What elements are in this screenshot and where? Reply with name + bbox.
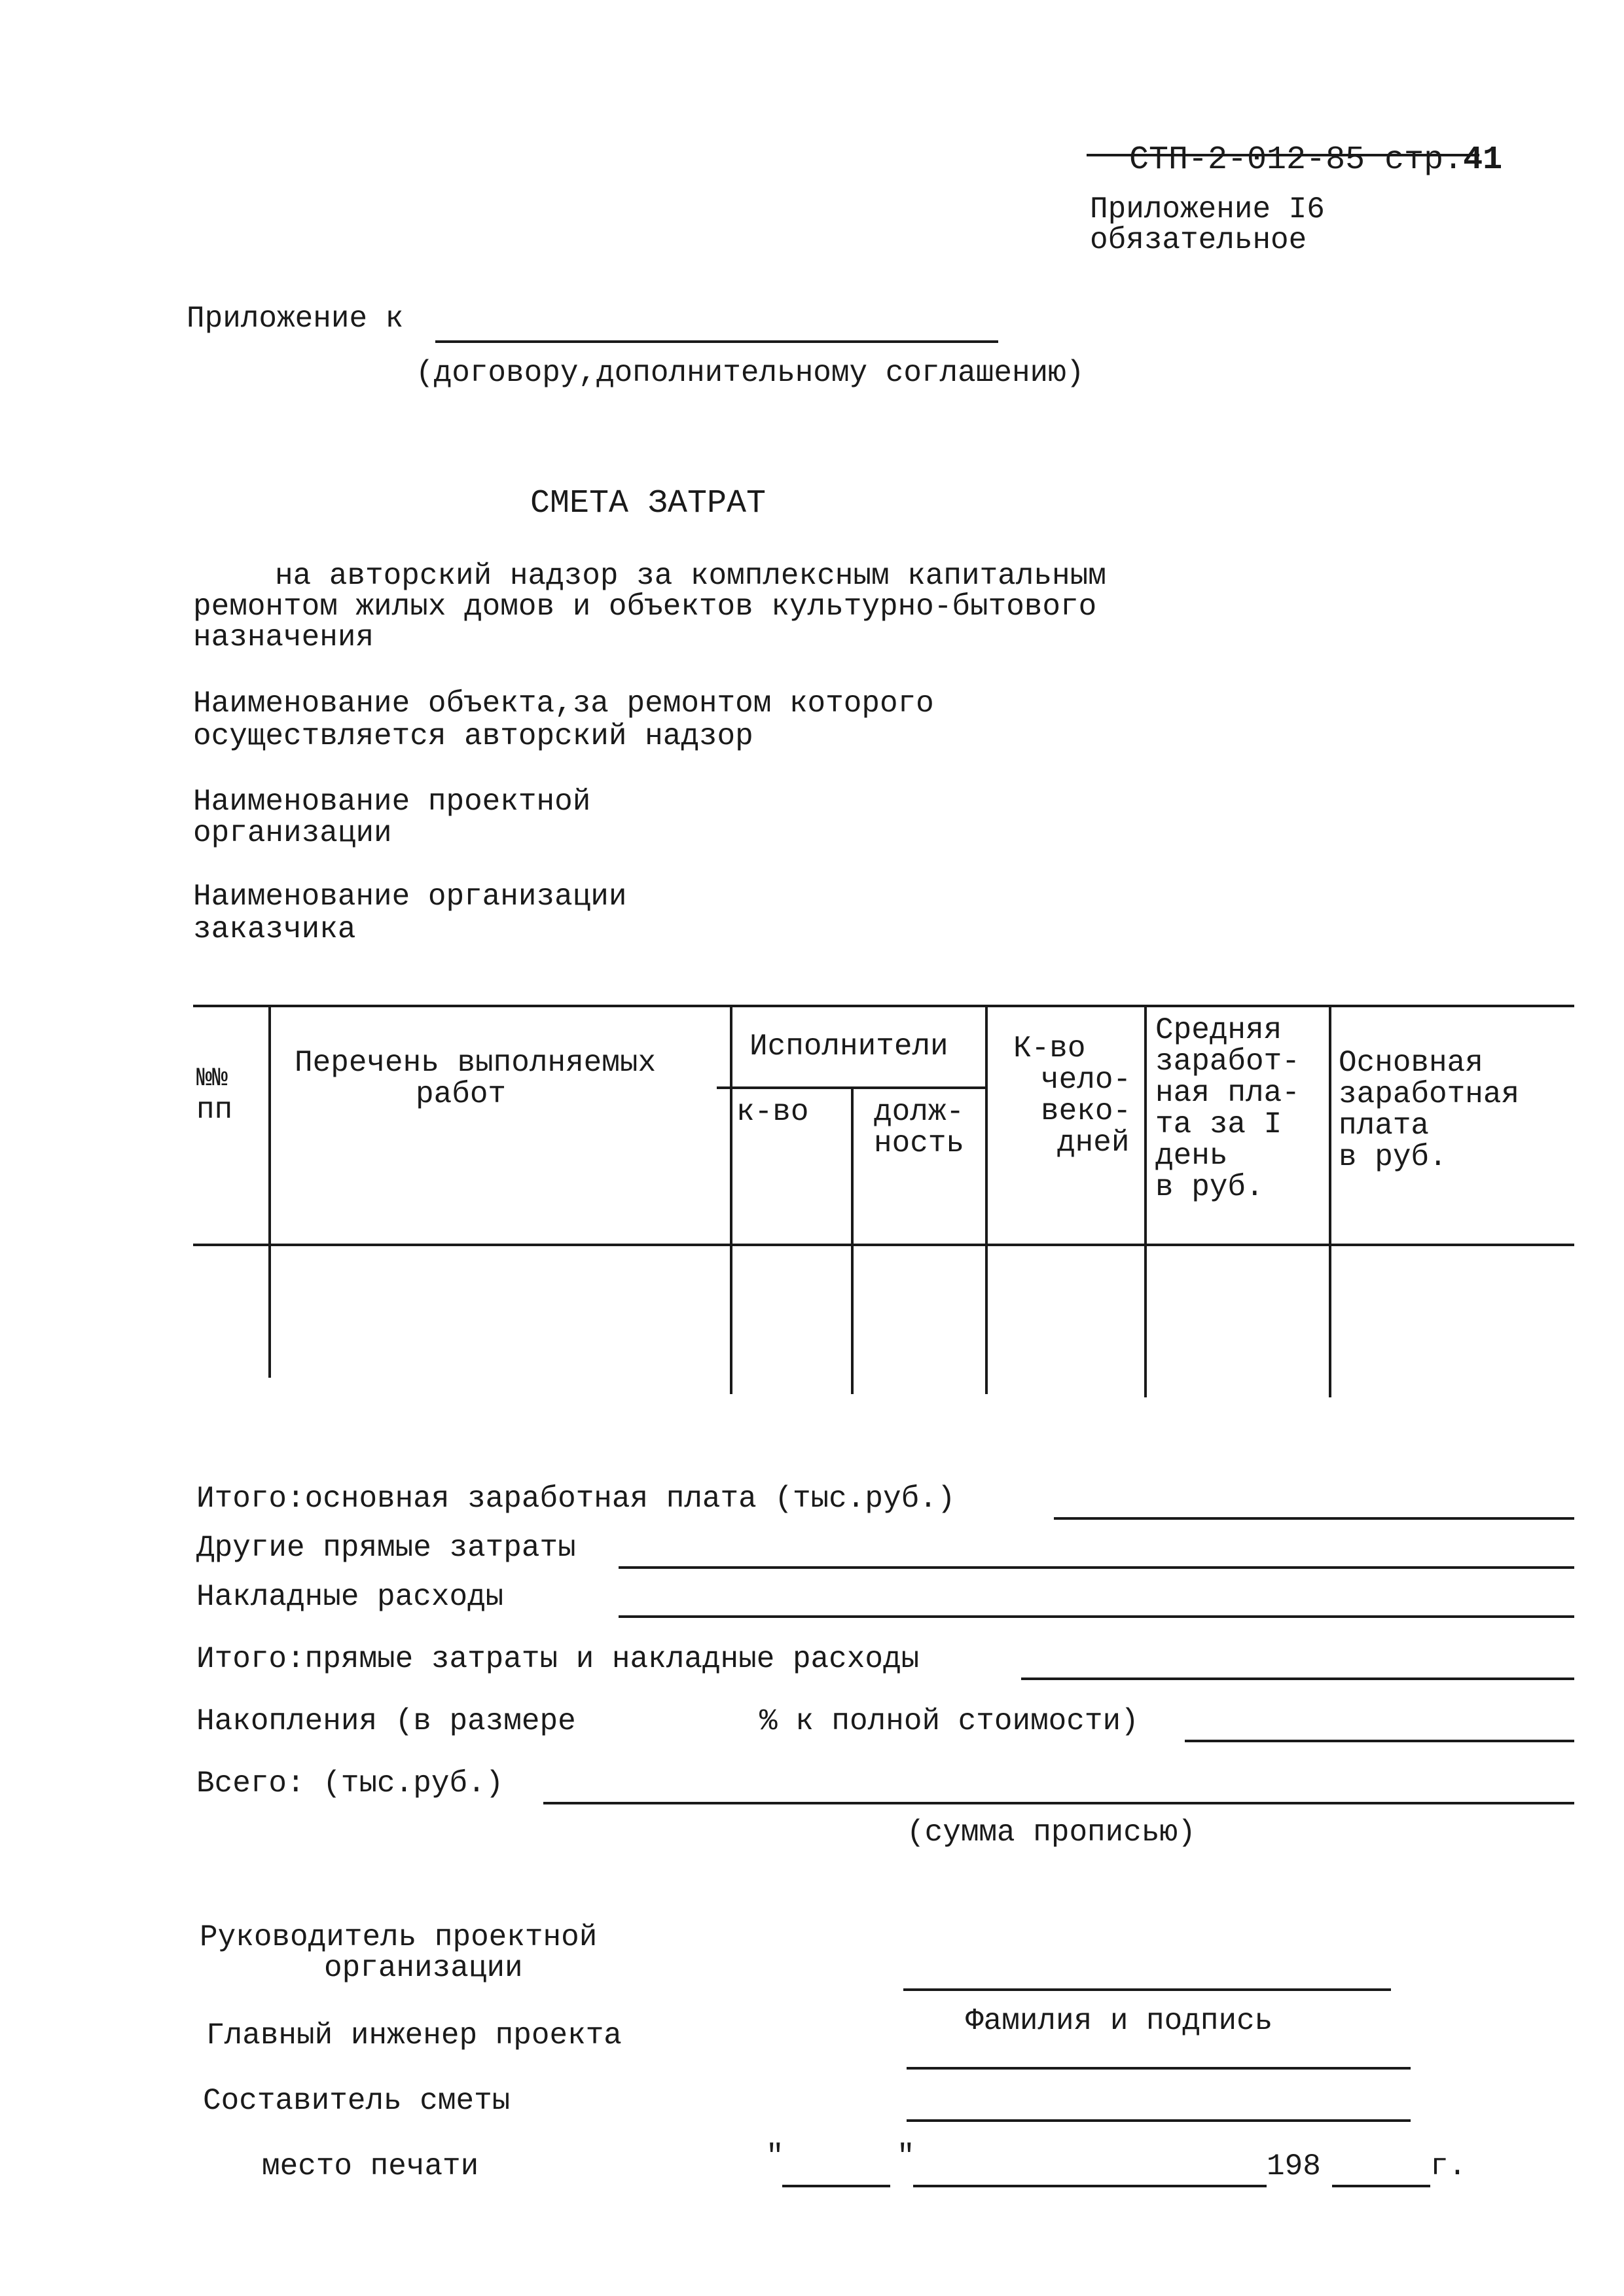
col-mandays-line-3: веко- xyxy=(1041,1094,1132,1128)
object-name-line-2: осуществляется авторский надзор xyxy=(193,719,753,753)
subtitle-line-1: на авторский надзор за комплексным капитальным xyxy=(275,559,1106,593)
signature-hint: Фамилия и подпись xyxy=(965,2004,1273,2038)
col-mandays-line-4: дней xyxy=(1057,1126,1130,1160)
grand-total-hint: (сумма прописью) xyxy=(907,1816,1196,1850)
document-code xyxy=(1090,111,1502,177)
accumulation-blank xyxy=(1185,1740,1574,1742)
subtitle-line-3: назначения xyxy=(193,620,374,655)
grand-total-label: Всего: (тыс.руб.) xyxy=(196,1767,504,1801)
estimator-blank xyxy=(907,2119,1411,2122)
col-avg-wage-line-6: в руб. xyxy=(1155,1170,1264,1204)
table-top-border xyxy=(193,1005,1574,1007)
accumulation-label-left: Накопления (в размере xyxy=(196,1704,576,1738)
col-avg-wage-line-3: ная пла- xyxy=(1155,1076,1300,1110)
date-quote-open: " xyxy=(766,2140,784,2174)
col-divider-4 xyxy=(985,1005,988,1394)
other-direct-blank xyxy=(619,1566,1574,1569)
table-header-bottom xyxy=(193,1244,1574,1246)
col-base-wage-line-4: в руб. xyxy=(1339,1140,1447,1174)
customer-org-line-2: заказчика xyxy=(193,912,356,946)
col-divider-6 xyxy=(1329,1005,1331,1397)
col-position-line-2: ность xyxy=(874,1126,965,1160)
attachment-label: Приложение к xyxy=(187,302,404,336)
accumulation-label-right: % к полной стоимости) xyxy=(759,1704,1139,1738)
total-base-wage-blank xyxy=(1054,1517,1574,1520)
col-divider-5 xyxy=(1144,1005,1147,1397)
col-count: к-во xyxy=(736,1095,809,1129)
date-year-suffix: г. xyxy=(1430,2149,1467,2183)
total-base-wage-label: Итого:основная заработная плата (тыс.руб.) xyxy=(196,1482,956,1516)
col-mandays-line-1: К-во xyxy=(1013,1031,1086,1066)
date-quote-close: " xyxy=(897,2140,915,2174)
subtitle-line-2: ремонтом жилых домов и объектов культурно-бытового xyxy=(193,590,1097,624)
head-line-1: Руководитель проектной xyxy=(200,1920,598,1954)
overhead-label: Накладные расходы xyxy=(196,1580,504,1614)
col-num-line-2: пп xyxy=(196,1093,233,1127)
head-signature-blank xyxy=(903,1988,1391,1991)
col-avg-wage-line-2: заработ- xyxy=(1155,1045,1300,1079)
head-line-2: организации xyxy=(324,1951,523,1985)
col-works-line-1: Перечень выполняемых xyxy=(295,1046,657,1080)
col-num-line-1: №№ xyxy=(196,1064,228,1094)
design-org-line-2: организации xyxy=(193,816,392,850)
direct-and-overhead-label: Итого:прямые затраты и накладные расходы xyxy=(196,1642,920,1676)
attachment-blank xyxy=(435,340,998,343)
customer-org-line-1: Наименование организации xyxy=(193,880,627,914)
estimator-label: Составитель сметы xyxy=(203,2084,511,2118)
direct-and-overhead-blank xyxy=(1021,1677,1574,1680)
chief-engineer-blank xyxy=(907,2067,1411,2070)
col-avg-wage-line-5: день xyxy=(1155,1139,1228,1173)
attachment-hint: (договору,дополнительному соглашению) xyxy=(416,356,1085,390)
col-divider-1 xyxy=(268,1005,271,1378)
date-month-blank xyxy=(913,2185,1267,2187)
stamp-place-label: место печати xyxy=(262,2149,479,2183)
col-divider-3 xyxy=(851,1086,854,1394)
col-avg-wage-line-4: та за I xyxy=(1155,1107,1282,1141)
appendix-type: обязательное xyxy=(1090,223,1307,257)
col-works-line-2: работ xyxy=(416,1077,507,1111)
col-avg-wage-line-1: Средняя xyxy=(1155,1013,1282,1047)
page-number: 41 xyxy=(1463,141,1503,179)
date-day-blank xyxy=(782,2185,890,2187)
date-year-blank xyxy=(1332,2185,1430,2187)
document-title: СМЕТА ЗАТРАТ xyxy=(530,485,767,522)
col-base-wage-line-1: Основная xyxy=(1339,1046,1483,1080)
col-divider-2 xyxy=(730,1005,732,1394)
date-year-prefix: 198 xyxy=(1267,2149,1321,2183)
overhead-blank xyxy=(619,1615,1574,1618)
grand-total-blank xyxy=(543,1802,1574,1804)
col-position-line-1: долж- xyxy=(874,1095,965,1129)
chief-engineer-label: Главный инженер проекта xyxy=(206,2018,622,2053)
object-name-line-1: Наименование объекта,за ремонтом которого xyxy=(193,687,934,721)
design-org-line-1: Наименование проектной xyxy=(193,785,591,819)
appendix-number: Приложение I6 xyxy=(1090,192,1325,226)
col-performers: Исполнители xyxy=(749,1030,948,1064)
col-base-wage-line-2: заработная xyxy=(1339,1077,1520,1111)
header-underline xyxy=(1087,154,1479,156)
col-mandays-line-2: чело- xyxy=(1041,1063,1132,1097)
other-direct-label: Другие прямые затраты xyxy=(196,1531,576,1565)
col-base-wage-line-3: плата xyxy=(1339,1109,1430,1143)
document-code-text: СТП-2-012-85 стр. xyxy=(1129,141,1464,179)
